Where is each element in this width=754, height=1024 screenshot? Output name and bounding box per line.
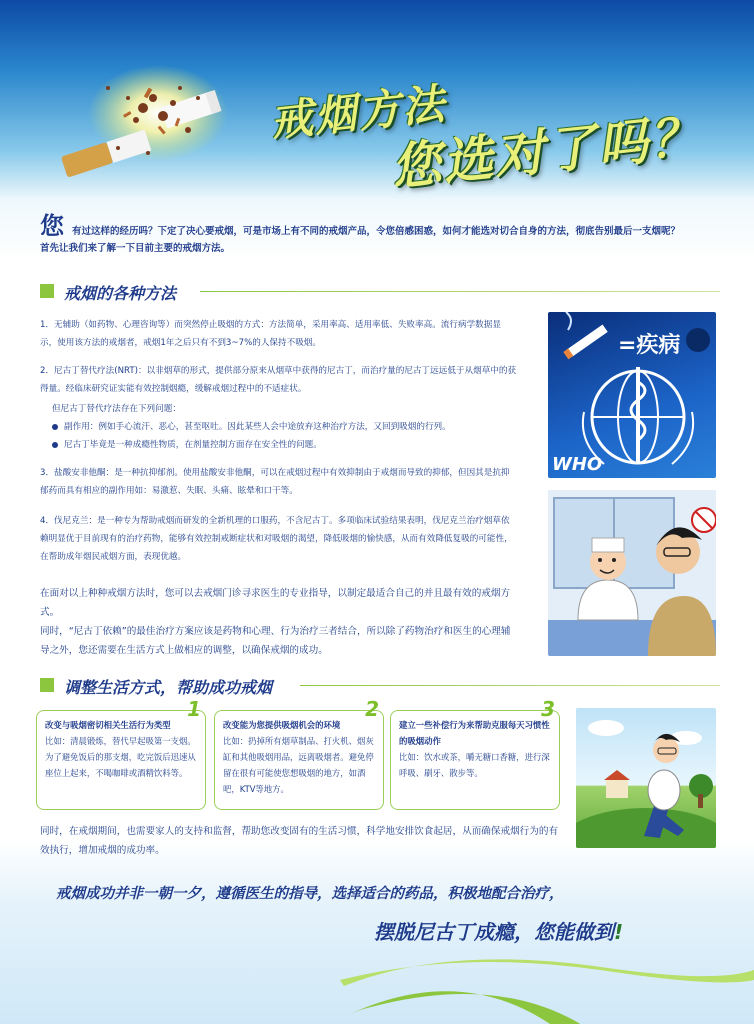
summary-paragraph-1: 在面对以上种种戒烟方法时，您可以去戒烟门诊寻求医生的专业指导，以制定最适合自己的并且最有效的戒烟方式。 (40, 588, 511, 618)
tip-title: 改变能为您提供吸烟机会的环境 (223, 720, 341, 730)
intro-text-line2: 首先让我们来了解一下目前主要的戒烟方法。 (40, 243, 231, 254)
tip-box-1 (36, 697, 206, 810)
doctor-consultation-illustration (548, 490, 716, 656)
jogging-man-illustration (576, 708, 716, 848)
page-title-line2: 您选对了吗？ (388, 105, 705, 198)
who-illustration (548, 312, 716, 478)
tip-title: 建立一些补偿行为来帮助克服每天习惯性的吸烟动作 (399, 720, 550, 746)
section-divider (300, 685, 720, 686)
bullet-text: 尼古丁毕竟是一种成瘾性物质，在剂量控制方面存在安全性的问题。 (64, 440, 322, 450)
method-item-2: 2．尼古丁替代疗法(NRT)：以非烟草的形式，提供部分原来从烟草中获得的尼古丁，而治疗量的尼古丁远远低于从烟草中的获得量。经临床研究证实能有效控制烟瘾，缓解戒烟过程中的不适症状。 (40, 366, 517, 394)
method-item-1: 1．无辅助（如药物、心理咨询等）而突然停止吸烟的方式：方法简单，采用率高、适用率低、失败率高。流行病学数据显示，使用该方法的戒烟者，戒烟1年之后只有不到3~7%的人保持不吸烟。 (40, 320, 501, 348)
lifestyle-closing-paragraph: 同时，在戒烟期间，也需要家人的支持和监督，帮助您改变固有的生活习惯，科学地安排饮食起居，从而确保戒烟行为的有效执行，增加戒烟的成功率。 (40, 826, 559, 856)
intro-lead-char: 您 (40, 212, 64, 240)
intro-text-line1: 有过这样的经历吗？下定了决心要戒烟，可是市场上有不同的戒烟产品，令您倍感困惑，如何才能选对切合自身的方法，彻底告别最后一支烟呢？ (72, 226, 681, 237)
method-bullet-2 (52, 436, 518, 454)
tip-number: 1 (187, 697, 201, 721)
tip-text: 比如：扔掉所有烟草制品、打火机、烟灰缸和其他吸烟用品，远离吸烟者。避免停留在很有可能使您想吸烟的地方，如酒吧，KTV等地方。 (223, 736, 374, 794)
method-bullet-1 (52, 418, 518, 436)
slogan-line2-text: 摆脱尼古丁成瘾，您能做到 (374, 920, 614, 944)
jogging-man-icon (576, 708, 716, 848)
tip-box-2 (214, 697, 384, 810)
section-marker (40, 678, 54, 692)
tip-title: 改变与吸烟密切相关生活行为类型 (45, 720, 171, 730)
disease-label: =疾病 (618, 333, 681, 358)
bullet-icon (52, 442, 58, 448)
tip-text: 比如：清晨锻炼，替代早起吸第一支烟。为了避免饭后的那支烟，吃完饭后迅速从座位上起来，不喝咖啡或酒精饮料等。 (45, 736, 196, 778)
page-title-line1: 戒烟方法 (268, 78, 449, 147)
tip-number: 2 (365, 697, 379, 721)
method-item-4: 4．伐尼克兰：是一种专为帮助戒烟而研发的全新机理的口服药，不含尼古丁。多项临床试验结果表明，伐尼克兰治疗烟草依赖明显优于目前现有的治疗药物，能够有效控制戒断症状和对吸烟的渴望，降低吸烟的愉快感，从而有效降低复吸的可能性，在帮助成年烟民戒烟方面，表现优越。 (40, 516, 513, 562)
section-divider (200, 291, 720, 292)
bullet-text: 副作用：例如手心流汗、恶心，甚至呕吐。因此某些人会中途放弃这种治疗方法，又回到吸烟的行列。 (64, 422, 451, 432)
broken-cigarette-illustration (48, 58, 238, 178)
slogan-exclamation: ! (614, 920, 624, 944)
doctor-patient-icon (548, 490, 716, 656)
tip-box-3 (390, 697, 560, 810)
tip-number: 3 (541, 697, 555, 721)
tip-text: 比如：饮水或茶，嚼无糖口香糖，进行深呼吸、刷牙、散步等。 (399, 752, 550, 778)
who-label: WHO (552, 454, 603, 475)
method-item-3: 3．盐酸安非他酮：是一种抗抑郁剂。使用盐酸安非他酮，可以在戒烟过程中有效抑制由于戒烟而导致的抑郁，但因其是抗抑郁药而具有相应的副作用如：易激惹、失眠、头痛、眩晕和口干等。 (40, 468, 510, 496)
green-road-decoration (300, 940, 754, 1024)
summary-paragraph-2: 同时，“尼古丁依赖”的最佳治疗方案应该是药物和心理、行为治疗三者结合，所以除了药物治疗和医生的心理辅导之外，您还需要在生活方式上做相应的调整，以确保戒烟的成功。 (40, 626, 511, 656)
section-title-methods: 戒烟的各种方法 (64, 284, 177, 303)
section-marker (40, 284, 54, 298)
bullet-icon (52, 424, 58, 430)
slogan-line1: 戒烟成功并非一朝一夕，遵循医生的指导，选择适合的药品，积极地配合治疗， (56, 886, 564, 902)
section-title-lifestyle: 调整生活方式，帮助成功戒烟 (64, 678, 273, 697)
method-item-2-sub: 但尼古丁替代疗法存在下列问题： (52, 404, 181, 414)
